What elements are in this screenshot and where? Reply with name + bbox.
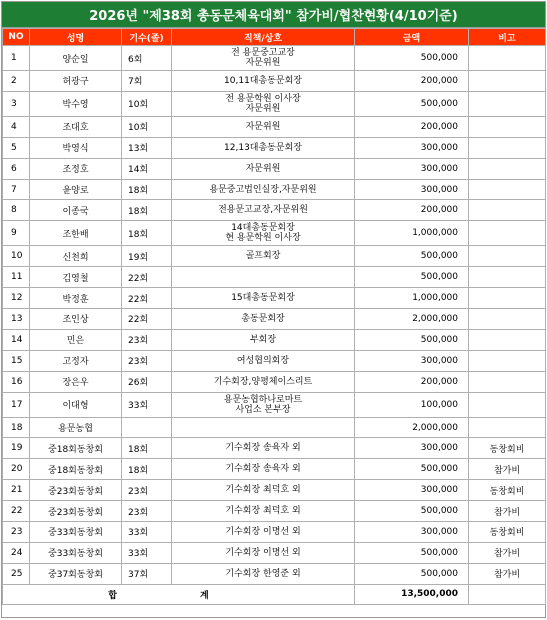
header-title: 직책/상호 — [172, 29, 355, 46]
header-amount: 금액 — [355, 29, 469, 46]
row-title: 기수회장 이명선 외 — [172, 522, 355, 543]
row-amount: 500,000 — [355, 329, 469, 350]
spreadsheet — [1, 1, 546, 618]
row-name: 조정호 — [30, 158, 122, 179]
row-amount: 2,000,000 — [355, 417, 469, 438]
row-amount: 500,000 — [355, 246, 469, 267]
sheet-title: 2026년 "제38회 총동문체육대회" 참가비/협찬현황(4/10기준) — [2, 2, 545, 28]
row-title: 기수회장 한영준 외 — [172, 563, 355, 584]
row-note — [469, 158, 546, 179]
row-name: 중33회동창회 — [30, 542, 122, 563]
table-row — [3, 438, 546, 459]
row-title: 전용문고교장,자문위원 — [172, 200, 355, 221]
row-no: 15 — [3, 350, 30, 371]
row-note — [469, 137, 546, 158]
row-amount: 2,000,000 — [355, 309, 469, 330]
row-name: 용문농협 — [30, 417, 122, 438]
total-note — [469, 584, 546, 604]
row-amount: 500,000 — [355, 459, 469, 480]
row-generation: 18회 — [122, 438, 172, 459]
row-note — [469, 246, 546, 267]
row-no: 4 — [3, 116, 30, 137]
row-no: 9 — [3, 221, 30, 246]
row-title — [172, 417, 355, 438]
row-no: 10 — [3, 246, 30, 267]
table-row — [3, 480, 546, 501]
row-amount: 300,000 — [355, 522, 469, 543]
table-row — [3, 267, 546, 288]
row-title: 기수회장 송육자 외 — [172, 438, 355, 459]
row-title: 부회장 — [172, 329, 355, 350]
row-no: 23 — [3, 522, 30, 543]
row-amount: 300,000 — [355, 350, 469, 371]
row-amount: 100,000 — [355, 392, 469, 417]
row-name: 민은 — [30, 329, 122, 350]
row-note — [469, 329, 546, 350]
table-row — [3, 221, 546, 246]
row-generation: 23회 — [122, 480, 172, 501]
row-generation: 23회 — [122, 501, 172, 522]
table-row — [3, 91, 546, 116]
table-row — [3, 71, 546, 92]
row-amount: 500,000 — [355, 501, 469, 522]
row-name: 조한배 — [30, 221, 122, 246]
row-generation: 37회 — [122, 563, 172, 584]
row-title: 골프회장 — [172, 246, 355, 267]
row-name: 중23회동창회 — [30, 501, 122, 522]
row-name: 박수영 — [30, 91, 122, 116]
table-row — [3, 116, 546, 137]
row-amount: 500,000 — [355, 46, 469, 71]
table-row — [3, 542, 546, 563]
row-title: 전 용문중고교장 자문위원 — [172, 46, 355, 71]
row-title: 기수회장 최덕호 외 — [172, 480, 355, 501]
row-no: 24 — [3, 542, 30, 563]
table-row — [3, 246, 546, 267]
table-row — [3, 309, 546, 330]
row-generation: 18회 — [122, 179, 172, 200]
table-row — [3, 158, 546, 179]
row-name: 중23회동창회 — [30, 480, 122, 501]
row-generation: 33회 — [122, 522, 172, 543]
row-name: 이종국 — [30, 200, 122, 221]
row-generation: 19회 — [122, 246, 172, 267]
row-no: 8 — [3, 200, 30, 221]
row-generation: 18회 — [122, 221, 172, 246]
row-name: 중33회동창회 — [30, 522, 122, 543]
row-note: 참가비 — [469, 542, 546, 563]
row-generation: 10회 — [122, 91, 172, 116]
row-note — [469, 392, 546, 417]
row-name: 고정자 — [30, 350, 122, 371]
total-amount: 13,500,000 — [355, 584, 469, 604]
row-no: 5 — [3, 137, 30, 158]
row-no: 20 — [3, 459, 30, 480]
row-generation: 10회 — [122, 116, 172, 137]
row-generation: 33회 — [122, 392, 172, 417]
row-name: 중18회동창회 — [30, 459, 122, 480]
row-title: 자문위원 — [172, 158, 355, 179]
row-amount: 500,000 — [355, 542, 469, 563]
row-name: 조대호 — [30, 116, 122, 137]
table-row — [3, 371, 546, 392]
row-note: 참가비 — [469, 563, 546, 584]
row-amount: 300,000 — [355, 158, 469, 179]
row-note — [469, 267, 546, 288]
row-title: 14대총동문회장 현 용문학원 이사장 — [172, 221, 355, 246]
row-generation: 14회 — [122, 158, 172, 179]
row-note — [469, 309, 546, 330]
row-note — [469, 288, 546, 309]
row-note — [469, 179, 546, 200]
row-note — [469, 200, 546, 221]
row-amount: 300,000 — [355, 438, 469, 459]
row-generation: 22회 — [122, 267, 172, 288]
table-row — [3, 329, 546, 350]
row-name: 장은우 — [30, 371, 122, 392]
row-no: 2 — [3, 71, 30, 92]
row-no: 16 — [3, 371, 30, 392]
row-title: 기수회장 이명선 외 — [172, 542, 355, 563]
row-no: 25 — [3, 563, 30, 584]
row-generation: 23회 — [122, 329, 172, 350]
row-no: 13 — [3, 309, 30, 330]
row-note — [469, 46, 546, 71]
row-title — [172, 267, 355, 288]
row-no: 18 — [3, 417, 30, 438]
row-note: 참가비 — [469, 459, 546, 480]
row-amount: 200,000 — [355, 71, 469, 92]
table-row — [3, 46, 546, 71]
total-row — [3, 584, 546, 604]
row-no: 3 — [3, 91, 30, 116]
row-generation: 18회 — [122, 459, 172, 480]
table-body — [3, 46, 546, 585]
row-amount: 200,000 — [355, 200, 469, 221]
table-row — [3, 179, 546, 200]
row-name: 윤양로 — [30, 179, 122, 200]
row-no: 17 — [3, 392, 30, 417]
row-title: 용문중고법인실장,자문위원 — [172, 179, 355, 200]
table-row — [3, 417, 546, 438]
row-no: 6 — [3, 158, 30, 179]
row-generation — [122, 417, 172, 438]
row-name: 이대형 — [30, 392, 122, 417]
header-no: NO — [3, 29, 30, 46]
row-generation: 7회 — [122, 71, 172, 92]
header-generation: 기수(졸) — [122, 29, 172, 46]
row-name: 박영식 — [30, 137, 122, 158]
table-row — [3, 459, 546, 480]
row-name: 중37회동창회 — [30, 563, 122, 584]
row-no: 22 — [3, 501, 30, 522]
row-amount: 1,000,000 — [355, 288, 469, 309]
row-title: 10,11대총동문회장 — [172, 71, 355, 92]
table-row — [3, 288, 546, 309]
row-generation: 18회 — [122, 200, 172, 221]
row-no: 12 — [3, 288, 30, 309]
header-row — [3, 29, 546, 46]
row-generation: 22회 — [122, 288, 172, 309]
table-row — [3, 563, 546, 584]
row-note: 참가비 — [469, 501, 546, 522]
row-amount: 500,000 — [355, 91, 469, 116]
row-amount: 200,000 — [355, 371, 469, 392]
row-name: 조인상 — [30, 309, 122, 330]
row-generation: 23회 — [122, 350, 172, 371]
row-generation: 6회 — [122, 46, 172, 71]
table-row — [3, 392, 546, 417]
row-no: 21 — [3, 480, 30, 501]
row-name: 양순일 — [30, 46, 122, 71]
row-title: 용문농협하나로마트 사업소 본부장 — [172, 392, 355, 417]
header-name: 성명 — [30, 29, 122, 46]
row-amount: 500,000 — [355, 563, 469, 584]
row-note — [469, 350, 546, 371]
row-no: 11 — [3, 267, 30, 288]
row-amount: 300,000 — [355, 480, 469, 501]
row-title: 전 용문학원 이사장 자문위원 — [172, 91, 355, 116]
row-note — [469, 221, 546, 246]
row-no: 1 — [3, 46, 30, 71]
row-generation: 33회 — [122, 542, 172, 563]
table-row — [3, 501, 546, 522]
row-amount: 1,000,000 — [355, 221, 469, 246]
row-no: 14 — [3, 329, 30, 350]
table-row — [3, 522, 546, 543]
row-amount: 500,000 — [355, 267, 469, 288]
row-note — [469, 91, 546, 116]
row-title: 12,13대총동문회장 — [172, 137, 355, 158]
row-note — [469, 371, 546, 392]
row-generation: 26회 — [122, 371, 172, 392]
row-name: 중18회동창회 — [30, 438, 122, 459]
row-note — [469, 417, 546, 438]
row-amount: 200,000 — [355, 116, 469, 137]
header-note: 비고 — [469, 29, 546, 46]
row-note — [469, 71, 546, 92]
row-generation: 13회 — [122, 137, 172, 158]
row-title: 15대총동문회장 — [172, 288, 355, 309]
row-title: 기수회장 송육자 외 — [172, 459, 355, 480]
row-amount: 300,000 — [355, 179, 469, 200]
row-generation: 22회 — [122, 309, 172, 330]
row-name: 허광구 — [30, 71, 122, 92]
row-name: 박정훈 — [30, 288, 122, 309]
table-row — [3, 137, 546, 158]
sponsorship-table — [2, 28, 546, 605]
row-name: 신천희 — [30, 246, 122, 267]
row-amount: 300,000 — [355, 137, 469, 158]
row-no: 7 — [3, 179, 30, 200]
row-note: 동창회비 — [469, 480, 546, 501]
table-row — [3, 200, 546, 221]
row-title: 자문위원 — [172, 116, 355, 137]
row-title: 여성협의회장 — [172, 350, 355, 371]
row-title: 기수회장,양평체이스리트 — [172, 371, 355, 392]
row-name: 김영철 — [30, 267, 122, 288]
row-note — [469, 116, 546, 137]
row-no: 19 — [3, 438, 30, 459]
table-row — [3, 350, 546, 371]
row-note: 동창회비 — [469, 522, 546, 543]
row-title: 총동문회장 — [172, 309, 355, 330]
row-note: 동창회비 — [469, 438, 546, 459]
total-label: 합 계 — [3, 584, 355, 604]
row-title: 기수회장 최덕호 외 — [172, 501, 355, 522]
